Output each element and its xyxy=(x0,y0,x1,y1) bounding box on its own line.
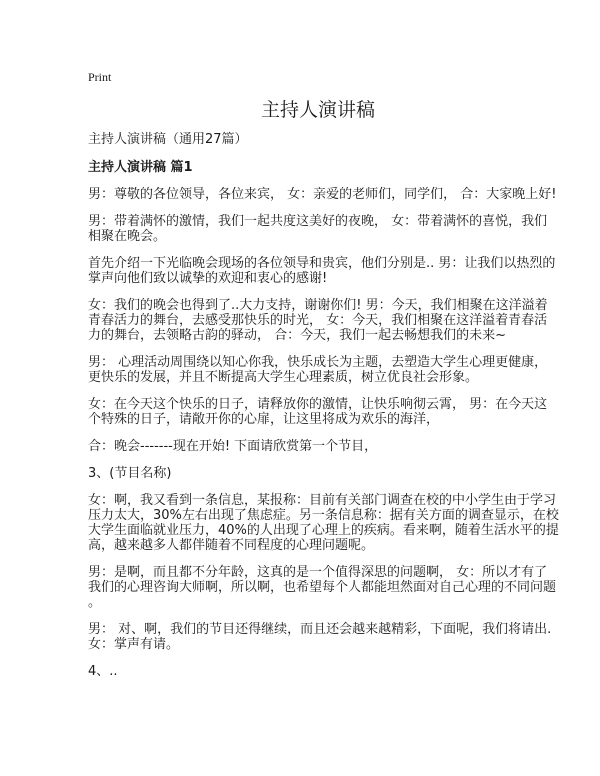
paragraph-line: 首先介绍一下光临晚会现场的各位领导和贵宾，他们分别是.. 男：让我们以热烈的 xyxy=(88,256,556,271)
paragraph xyxy=(88,439,528,454)
paragraph xyxy=(88,355,548,385)
paragraph-line: 相聚在晚会。 xyxy=(88,229,167,244)
paragraph-line: 我们的心理咨询大师啊，所以啊，也希望每个人都能坦然面对自己心理的不同问题 xyxy=(88,580,557,595)
paragraph xyxy=(88,565,557,610)
paragraph-line: 更快乐的发展，并且不断提高大学生心理素质，树立优良社会形象。 xyxy=(88,370,479,385)
paragraph-line: 压力太大，30%左右出现了焦虑症。另一条信息称：据有关方面的调查显示，在校 xyxy=(88,508,559,523)
document-subtitle: 主持人演讲稿（通用27篇） xyxy=(88,132,248,147)
paragraph-line: 大学生面临就业压力，40%的人出现了心理上的疾病。看来啊，随着生活水平的提 xyxy=(88,523,559,538)
paragraph xyxy=(88,466,528,481)
document-page xyxy=(88,70,559,679)
paragraph-line: 。 xyxy=(88,595,102,610)
paragraph-line: 女：在今天这个快乐的日子，请释放你的激情，让快乐响彻云霄， 男：在今天这 xyxy=(88,397,548,412)
paragraph-line: 4、.. xyxy=(88,664,118,679)
paragraph xyxy=(88,397,548,427)
paragraph-line: 男：带着满怀的激情，我们一起共度这美好的夜晚， 女：带着满怀的喜悦，我们 xyxy=(88,214,548,229)
paragraph xyxy=(88,664,528,679)
section-heading: 主持人演讲稿 篇1 xyxy=(88,160,193,175)
paragraph-line: 女：啊，我又看到一条信息，某报称：目前有关部门调查在校的中小学生由于学习 xyxy=(88,493,557,508)
paragraph-line: 女：我们的晚会也得到了..大力支持，谢谢你们! 男：今天，我们相聚在这洋溢着 xyxy=(88,298,548,313)
paragraph xyxy=(88,214,548,244)
paragraph-line: 青春活力的舞台，去感受那快乐的时光， 女：今天，我们相聚在这洋溢着青春活 xyxy=(88,313,548,328)
print-link[interactable]: Print xyxy=(88,70,112,84)
paragraph-line: 力的舞台，去领略古韵的驿动， 合：今天，我们一起去畅想我们的未来~ xyxy=(88,328,507,343)
paragraph xyxy=(88,493,559,553)
paragraph-line: 高，越来越多人都伴随着不同程度的心理问题呢。 xyxy=(88,538,375,553)
paragraph-line: 3、(节目名称) xyxy=(88,466,172,481)
paragraph xyxy=(88,187,557,202)
document-title: 主持人演讲稿 xyxy=(260,99,375,121)
paragraph xyxy=(88,256,556,286)
paragraph-line: 掌声向他们致以诚挚的欢迎和衷心的感谢! xyxy=(88,271,328,286)
paragraph-line: 男：尊敬的各位领导，各位来宾， 女：亲爱的老师们，同学们， 合：大家晚上好! xyxy=(88,187,557,202)
paragraph-line: 男：是啊，而且都不分年龄，这真的是一个值得深思的问题啊， 女：所以才有了 xyxy=(88,565,548,580)
document-body xyxy=(88,187,559,679)
paragraph xyxy=(88,298,548,343)
paragraph-line: 合：晚会-------现在开始! 下面请欣赏第一个节目， xyxy=(88,439,378,454)
paragraph-line: 男： 对、啊，我们的节目还得继续，而且还会越来越精彩，下面呢，我们将请出. xyxy=(88,622,552,637)
paragraph-line: 女：掌声有请。 xyxy=(88,637,180,652)
paragraph-line: 男： 心理活动周围绕以知心你我，快乐成长为主题，去塑造大学生心理更健康， xyxy=(88,355,548,370)
paragraph xyxy=(88,622,552,652)
paragraph-line: 个特殊的日子，请敞开你的心扉，让这里将成为欢乐的海洋， xyxy=(88,412,440,427)
